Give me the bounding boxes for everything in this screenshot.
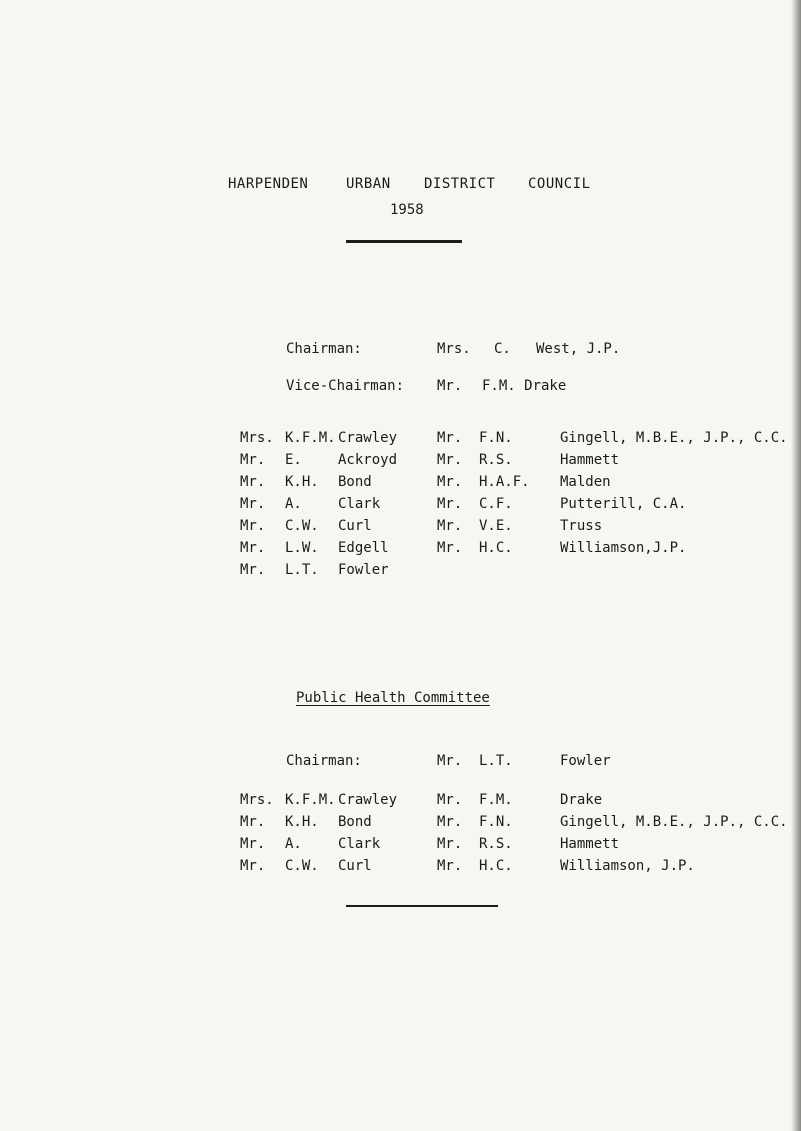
member-title: Mr.	[437, 858, 463, 874]
chairman-name: West, J.P.	[536, 341, 621, 357]
member-surname: Williamson,J.P.	[560, 540, 687, 556]
member-title: Mr.	[437, 452, 463, 468]
committee-chairman-name: Fowler	[560, 753, 611, 769]
member-title: Mrs.	[240, 430, 274, 446]
member-initials: F.N.	[479, 814, 513, 830]
committee-chairman-initials: L.T.	[479, 753, 513, 769]
member-title: Mr.	[240, 858, 266, 874]
member-surname: Curl	[338, 858, 372, 874]
member-initials: L.T.	[285, 562, 319, 578]
member-initials: R.S.	[479, 836, 513, 852]
member-initials: A.	[285, 836, 302, 852]
member-initials: C.W.	[285, 518, 319, 534]
header-divider	[346, 240, 462, 243]
member-surname: Clark	[338, 836, 381, 852]
member-title: Mr.	[437, 496, 463, 512]
chairman-title: Mrs.	[437, 341, 471, 357]
member-surname: Bond	[338, 814, 372, 830]
member-initials: K.F.M.	[285, 430, 336, 446]
page-edge-shadow	[791, 0, 801, 1131]
member-surname: Putterill, C.A.	[560, 496, 687, 512]
header-word-3: DISTRICT	[424, 176, 496, 192]
vice-chairman-title: Mr.	[437, 378, 463, 394]
member-title: Mr.	[240, 540, 266, 556]
member-initials: L.W.	[285, 540, 319, 556]
member-initials: H.A.F.	[479, 474, 530, 490]
member-surname: Gingell, M.B.E., J.P., C.C.	[560, 814, 788, 830]
member-surname: Malden	[560, 474, 611, 490]
member-title: Mr.	[240, 836, 266, 852]
header-year: 1958	[390, 202, 424, 218]
member-initials: C.W.	[285, 858, 319, 874]
member-title: Mr.	[437, 836, 463, 852]
member-surname: Hammett	[560, 836, 620, 852]
member-initials: E.	[285, 452, 302, 468]
member-surname: Williamson, J.P.	[560, 858, 695, 874]
member-surname: Truss	[560, 518, 603, 534]
member-surname: Gingell, M.B.E., J.P., C.C.	[560, 430, 788, 446]
member-title: Mr.	[240, 496, 266, 512]
member-title: Mr.	[437, 518, 463, 534]
member-surname: Hammett	[560, 452, 620, 468]
member-initials: H.C.	[479, 540, 513, 556]
member-title: Mr.	[240, 452, 266, 468]
member-title: Mr.	[240, 474, 266, 490]
committee-heading: Public Health Committee	[296, 690, 490, 706]
member-title: Mr.	[437, 474, 463, 490]
header-word-4: COUNCIL	[528, 176, 591, 192]
vice-chairman-label: Vice-Chairman:	[286, 378, 405, 394]
member-title: Mr.	[240, 518, 266, 534]
member-initials: F.N.	[479, 430, 513, 446]
member-initials: K.H.	[285, 814, 319, 830]
member-initials: F.M.	[479, 792, 513, 808]
chairman-initials: C.	[494, 341, 511, 357]
header-word-1: HARPENDEN	[228, 176, 309, 192]
member-initials: A.	[285, 496, 302, 512]
member-initials: C.F.	[479, 496, 513, 512]
member-title: Mr.	[437, 540, 463, 556]
member-initials: V.E.	[479, 518, 513, 534]
committee-chairman-label: Chairman:	[286, 753, 362, 769]
member-surname: Curl	[338, 518, 372, 534]
member-surname: Crawley	[338, 792, 398, 808]
member-title: Mr.	[437, 792, 463, 808]
member-initials: K.F.M.	[285, 792, 336, 808]
committee-chairman-title: Mr.	[437, 753, 463, 769]
header-word-2: URBAN	[346, 176, 391, 192]
member-surname: Drake	[560, 792, 603, 808]
vice-chairman-name: F.M. Drake	[482, 378, 567, 394]
member-surname: Crawley	[338, 430, 398, 446]
member-initials: H.C.	[479, 858, 513, 874]
member-surname: Fowler	[338, 562, 389, 578]
member-initials: R.S.	[479, 452, 513, 468]
member-surname: Clark	[338, 496, 381, 512]
member-surname: Bond	[338, 474, 372, 490]
chairman-label: Chairman:	[286, 341, 362, 357]
member-title: Mrs.	[240, 792, 274, 808]
footer-divider	[346, 905, 498, 907]
member-initials: K.H.	[285, 474, 319, 490]
member-title: Mr.	[437, 430, 463, 446]
member-surname: Edgell	[338, 540, 389, 556]
member-title: Mr.	[240, 814, 266, 830]
member-surname: Ackroyd	[338, 452, 398, 468]
member-title: Mr.	[240, 562, 266, 578]
member-title: Mr.	[437, 814, 463, 830]
